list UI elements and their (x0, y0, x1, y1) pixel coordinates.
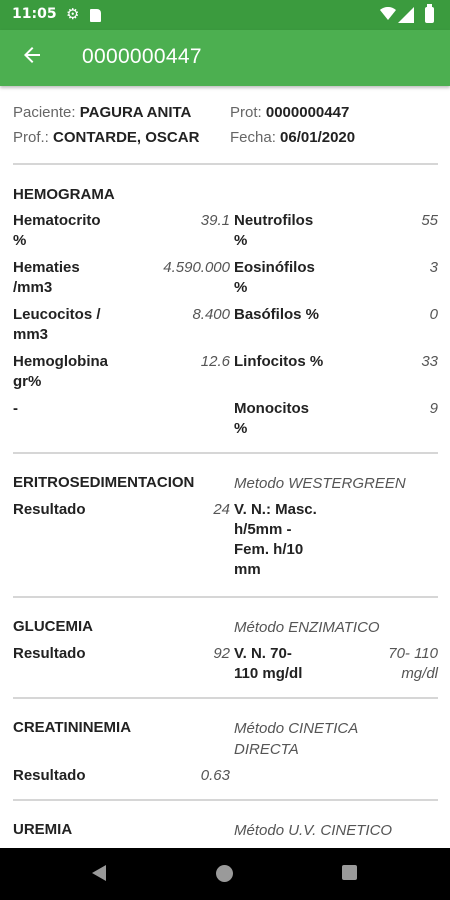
divider (13, 163, 438, 165)
result-name: Hematies /mm3 (13, 259, 80, 296)
result-value: 24 (213, 501, 230, 518)
patient-label: Paciente: (13, 104, 76, 121)
reference-values: V. N. 70- 110 mg/dl (234, 645, 303, 682)
signal-icon (398, 7, 414, 27)
date-row (230, 128, 355, 148)
patient-row (13, 103, 191, 123)
result-name: Basófilos % (234, 306, 320, 323)
section-title-hemograma: HEMOGRAMA (13, 186, 115, 203)
gear-icon: ⚙ (66, 5, 80, 23)
method-text: Método CINETICA DIRECTA (234, 720, 359, 758)
reference-range: 70- 110 mg/dl (388, 645, 438, 682)
protocol-value: 0000000447 (265, 104, 350, 121)
method-text: Método U.V. CINETICO (234, 822, 393, 839)
date-label: Fecha: (230, 129, 276, 146)
sd-card-icon (90, 9, 101, 22)
result-value: 55 (421, 212, 438, 229)
page-title: 0000000447 (82, 45, 202, 68)
professional-row (13, 128, 199, 148)
nav-back-icon[interactable] (92, 865, 106, 881)
battery-icon (425, 7, 434, 23)
nav-home-icon[interactable] (216, 865, 233, 882)
result-value: 39.1 (200, 212, 230, 229)
result-name: Monocitos % (234, 400, 309, 437)
result-name: - (13, 400, 18, 417)
result-name: Linfocitos % (234, 353, 324, 370)
result-value: 8.400 (192, 306, 230, 323)
section-title-glucemia: GLUCEMIA (13, 618, 93, 635)
result-value: 9 (429, 400, 438, 417)
date-value: 06/01/2020 (280, 129, 356, 146)
protocol-label: Prot: (230, 104, 262, 121)
result-value: 92 (213, 645, 230, 662)
result-value: 33 (421, 353, 438, 370)
result-label: Resultado (13, 767, 86, 784)
result-value: 0.63 (200, 767, 230, 784)
result-label: Resultado (13, 645, 86, 662)
reference-values: V. N.: Masc. h/5mm - Fem. h/10 mm (234, 501, 317, 578)
professional-label: Prof.: (13, 129, 49, 146)
patient-value: PAGURA ANITA (79, 104, 192, 121)
divider (13, 452, 438, 454)
result-value: 12.6 (200, 353, 230, 370)
nav-recents-icon[interactable] (342, 865, 357, 880)
result-name: Hematocrito % (13, 212, 101, 249)
result-value: 0 (429, 306, 438, 323)
result-name: Eosinófilos % (234, 259, 315, 296)
navigation-bar (0, 848, 450, 900)
divider (13, 697, 438, 699)
result-label: Resultado (13, 501, 86, 518)
section-title-creatininemia: CREATININEMIA (13, 719, 132, 736)
method-text: Metodo WESTERGREEN (234, 475, 406, 492)
wifi-icon (380, 7, 396, 25)
section-title-uremia: UREMIA (13, 821, 73, 838)
result-name: Leucocitos / mm3 (13, 306, 101, 343)
result-value: 4.590.000 (163, 259, 230, 276)
protocol-row (230, 103, 349, 123)
professional-value: CONTARDE, OSCAR (53, 129, 200, 146)
divider (13, 596, 438, 598)
status-time: 11:05 (12, 6, 57, 22)
report-content[interactable] (0, 86, 450, 848)
back-arrow-icon[interactable] (20, 43, 44, 74)
divider (13, 799, 438, 801)
result-name: Neutrofilos % (234, 212, 314, 249)
app-bar (0, 30, 450, 86)
status-bar (0, 0, 450, 30)
method-text: Método ENZIMATICO (234, 619, 380, 636)
result-value: 3 (429, 259, 438, 276)
result-name: Hemoglobina gr% (13, 353, 109, 390)
section-title-eritrosedimentacion: ERITROSEDIMENTACION (13, 474, 195, 491)
